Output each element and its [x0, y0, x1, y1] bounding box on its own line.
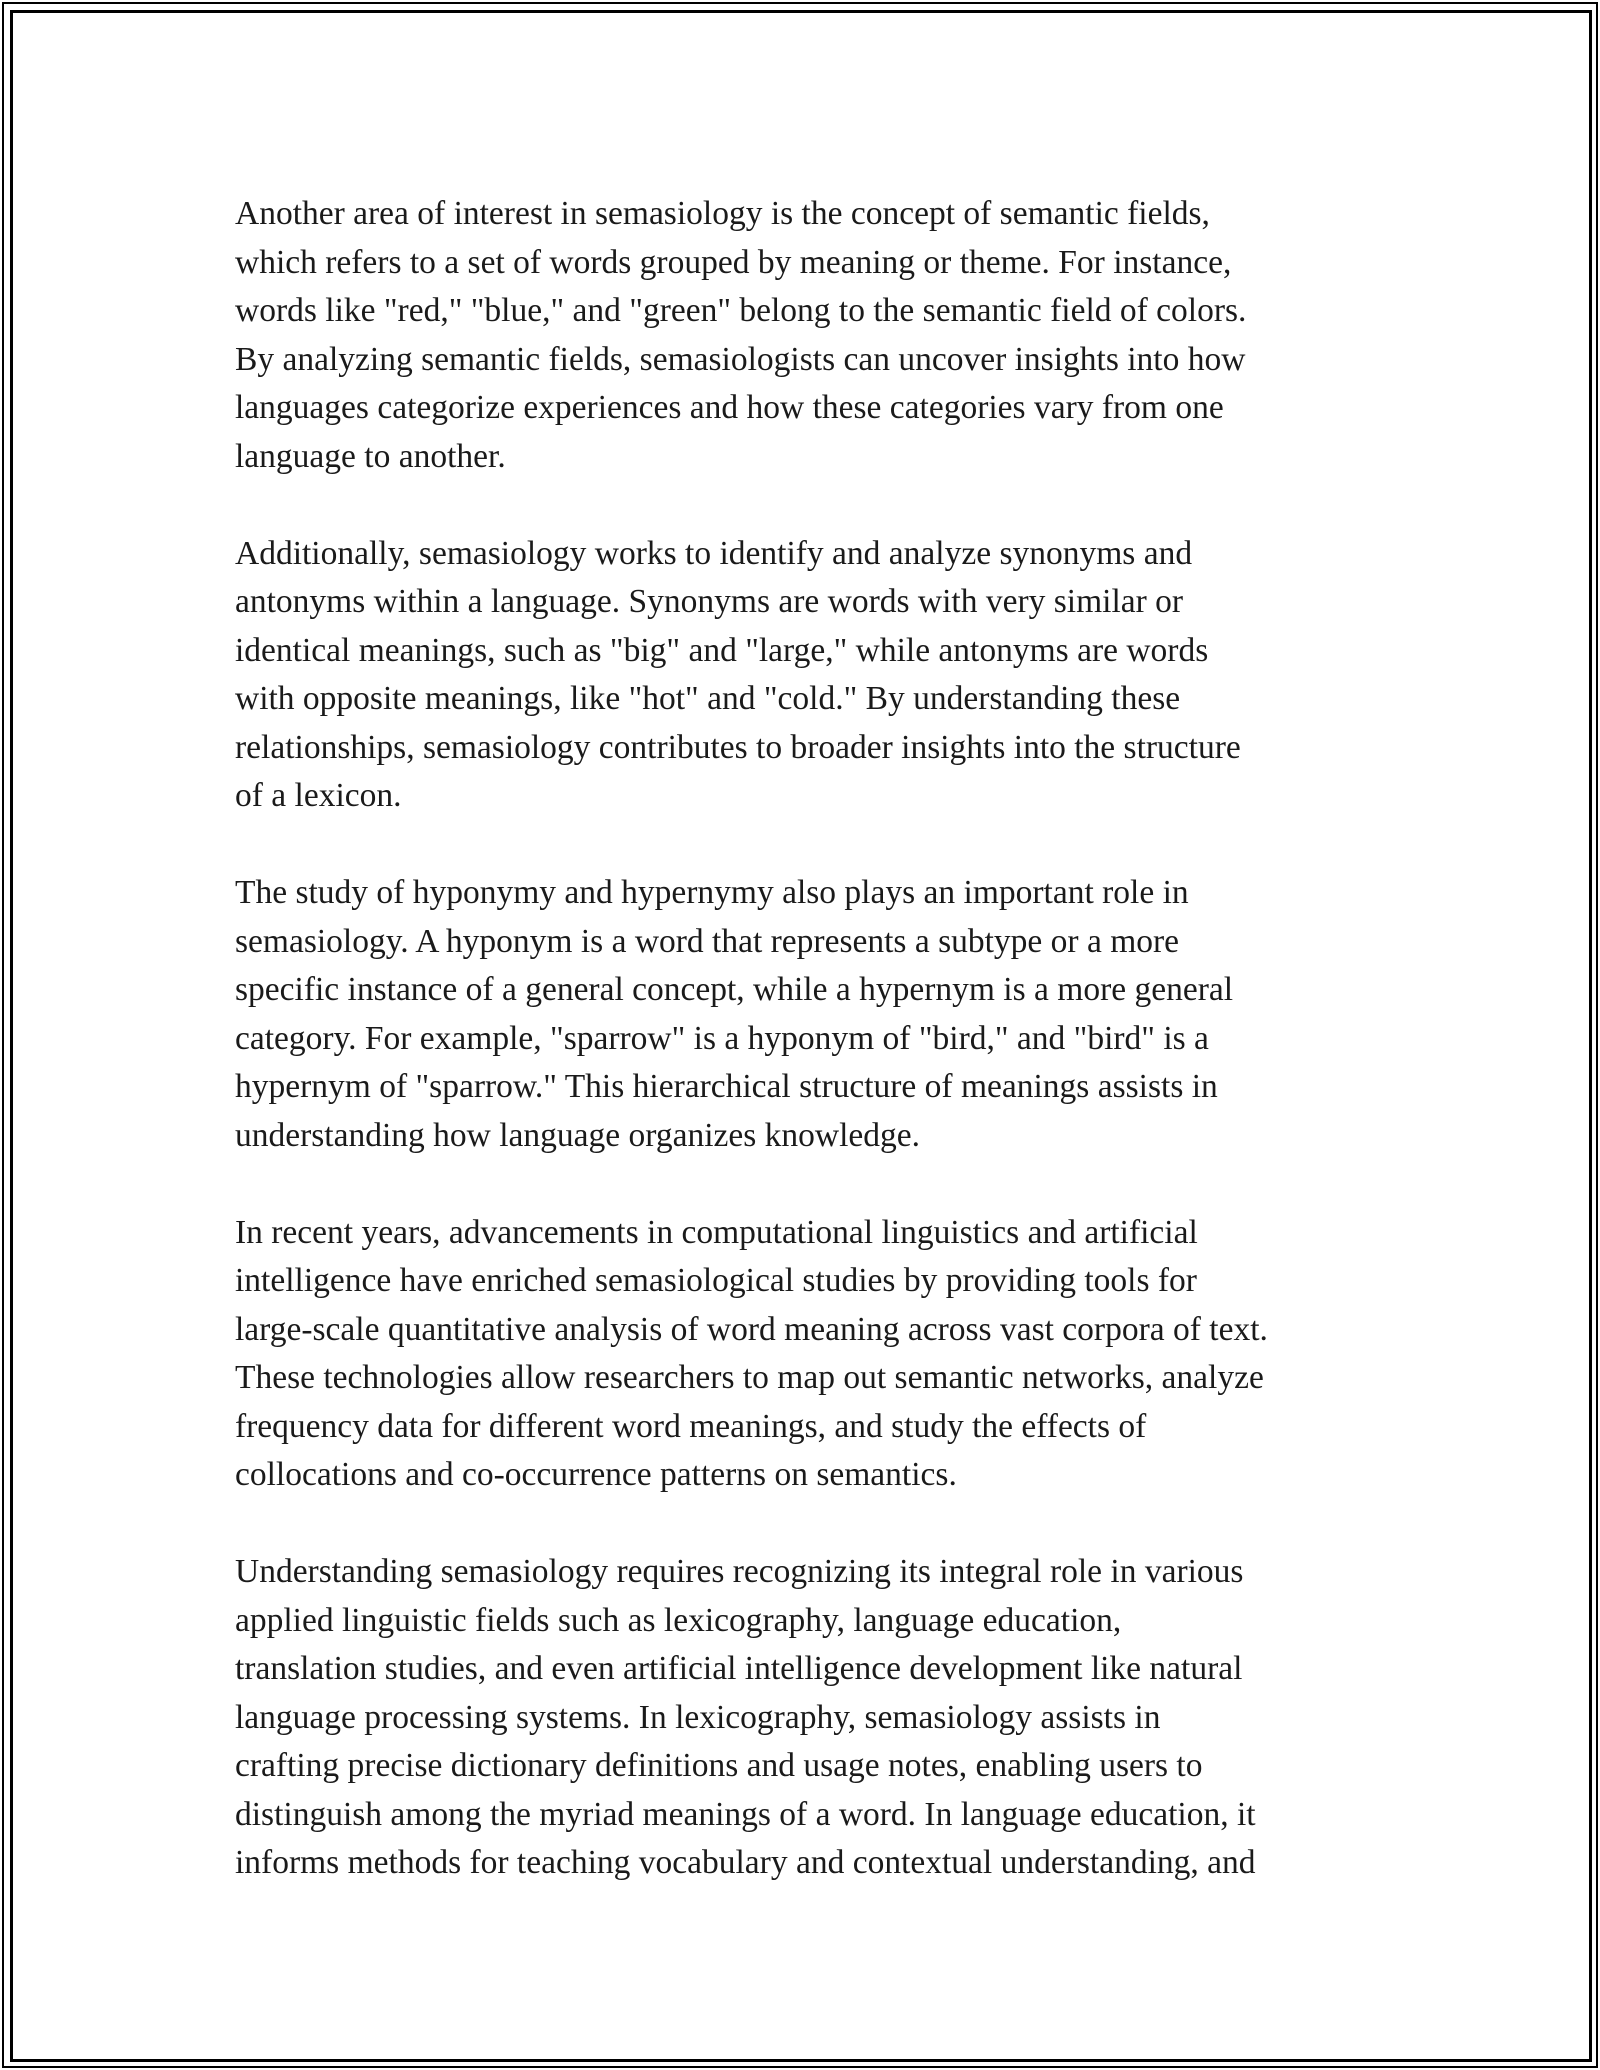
paragraph-synonyms-antonyms: Additionally, semasiology works to identify and analyze synonyms and antonyms within a language. Synonyms are words with very similar or identical meanings, such as "big" and "large," while antonyms are words with opposite meanings, like "hot" and "cold." By understanding these relationships, semasiology contributes to broader insights into the structure of a lexicon.: [235, 534, 1241, 814]
document-body: [235, 190, 1385, 1936]
paragraph-semantic-fields: Another area of interest in semasiology is the concept of semantic fields, which refers to a set of words grouped by meaning or theme. For instance, words like "red," "blue," and "green" belong to the semantic field of colors. By analyzing semantic fields, semasiologists can uncover insights into how languages categorize experiences and how these categories vary from one language to another.: [235, 195, 1247, 475]
paragraph-hyponymy-hypernymy: The study of hyponymy and hypernymy also plays an important role in semasiology. A hyponym is a word that represents a subtype or a more specific instance of a general concept, while a hypernym is a more general category. For example, "sparrow" is a hyponym of "bird," and "bird" is a hypernym of "sparrow." This hierarchical structure of meanings assists in understanding how language organizes knowledge.: [235, 874, 1234, 1154]
paragraph-computational-linguistics: In recent years, advancements in computational linguistics and artificial intelligence have enriched semasiological studies by providing tools for large-scale quantitative analysis of word meaning across vast corpora of text. These technologies allow researchers to map out semantic networks, analyze frequency data for different word meanings, and study the effects of collocations and co-occurrence patterns on semantics.: [235, 1213, 1268, 1493]
paragraph-applied-fields: Understanding semasiology requires recognizing its integral role in various applied linguistic fields such as lexicography, language education, translation studies, and even artificial intelligence development like natural language processing systems. In lexicography, semasiology assists in crafting precise dictionary definitions and usage notes, enabling users to distinguish among the myriad meanings of a word. In language education, it informs methods for teaching vocabulary and contextual understanding, and: [235, 1553, 1256, 1881]
